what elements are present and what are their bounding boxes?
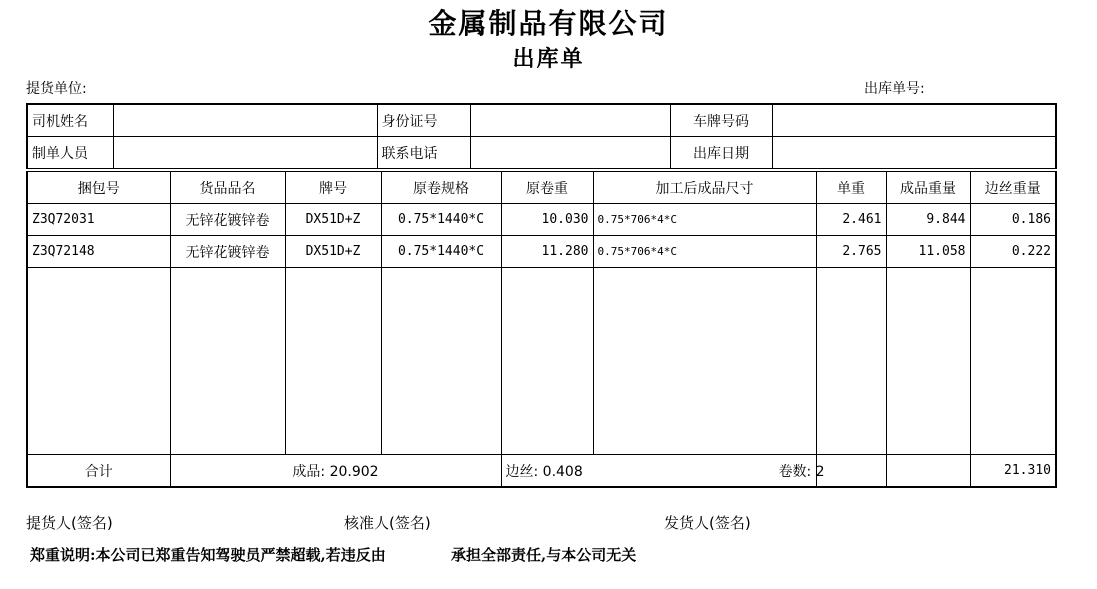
info-row-2: [27, 137, 1056, 169]
processed-size-cell: 0.75*706*4*C: [593, 204, 816, 236]
column-header: 捆包号: [27, 172, 170, 204]
finished-weight-cell: 11.058: [886, 236, 970, 268]
shipper-signature-label: 发货人(签名): [664, 514, 751, 532]
scrap-weight-cell: 0.186: [970, 204, 1056, 236]
plate-number-label: 车牌号码: [670, 104, 772, 137]
product-name-cell: 无锌花镀锌卷: [170, 236, 285, 268]
scrap-total: 边丝: 0.408: [501, 455, 816, 488]
id-number-label: 身份证号: [377, 104, 470, 137]
grand-total: 21.310: [970, 455, 1056, 488]
receiver-signature-label: 提货人(签名): [26, 514, 113, 532]
scrap-weight-cell: 0.222: [970, 236, 1056, 268]
column-header: 单重: [816, 172, 886, 204]
finished-weight-cell: 9.844: [886, 204, 970, 236]
disclaimer-part-1: 郑重说明:本公司已郑重告知驾驶员严禁超载,若违反由: [30, 546, 386, 564]
column-header: 原卷规格: [381, 172, 501, 204]
phone-label: 联系电话: [377, 137, 470, 169]
order-number-label: 出库单号:: [864, 81, 925, 97]
disclaimer-part-2: 承担全部责任,与本公司无关: [451, 546, 637, 564]
phone-value[interactable]: [470, 137, 670, 169]
finished-total: 成品: 20.902: [170, 455, 501, 488]
column-header: 加工后成品尺寸: [593, 172, 816, 204]
coil-count-text: 卷数: 2: [778, 463, 825, 480]
product-name-cell: 无锌花镀锌卷: [170, 204, 285, 236]
coil-count: [778, 455, 886, 488]
date-label: 出库日期: [670, 137, 772, 169]
company-title: 金属制品有限公司: [428, 7, 669, 40]
processed-size-cell: 0.75*706*4*C: [593, 236, 816, 268]
approver-signature-label: 核准人(签名): [344, 514, 431, 532]
pickup-unit-label: 提货单位:: [26, 81, 87, 97]
grade-cell: DX51D+Z: [285, 236, 381, 268]
column-header: 货品品名: [170, 172, 285, 204]
driver-name-value[interactable]: [113, 104, 377, 137]
date-value[interactable]: [772, 137, 1056, 169]
maker-value[interactable]: [113, 137, 377, 169]
maker-label: 制单人员: [27, 137, 113, 169]
bundle-number-cell: Z3Q72031: [27, 204, 170, 236]
document-title: 出库单: [512, 46, 585, 72]
column-header-row: [27, 172, 1056, 204]
column-header: 牌号: [285, 172, 381, 204]
unit-weight-cell: 2.765: [816, 236, 886, 268]
bundle-number-cell: Z3Q72148: [27, 236, 170, 268]
id-number-value[interactable]: [470, 104, 670, 137]
coil-spec-cell: 0.75*1440*C: [381, 236, 501, 268]
table-row: [27, 236, 1056, 268]
info-row-1: [27, 104, 1056, 137]
column-header: 原卷重: [501, 172, 593, 204]
grade-cell: DX51D+Z: [285, 204, 381, 236]
blank-row: [27, 268, 1056, 455]
driver-name-label: 司机姓名: [27, 104, 113, 137]
plate-number-value[interactable]: [772, 104, 1056, 137]
column-header: 成品重量: [886, 172, 970, 204]
column-header: 边丝重量: [970, 172, 1056, 204]
totals-row: [27, 455, 1056, 488]
unit-weight-cell: 2.461: [816, 204, 886, 236]
coil-spec-cell: 0.75*1440*C: [381, 204, 501, 236]
items-table: [26, 171, 1057, 488]
info-table: [26, 103, 1057, 169]
coil-weight-cell: 11.280: [501, 236, 593, 268]
disclaimer: [30, 544, 636, 565]
totals-label: 合计: [27, 455, 170, 488]
table-row: [27, 204, 1056, 236]
coil-weight-cell: 10.030: [501, 204, 593, 236]
